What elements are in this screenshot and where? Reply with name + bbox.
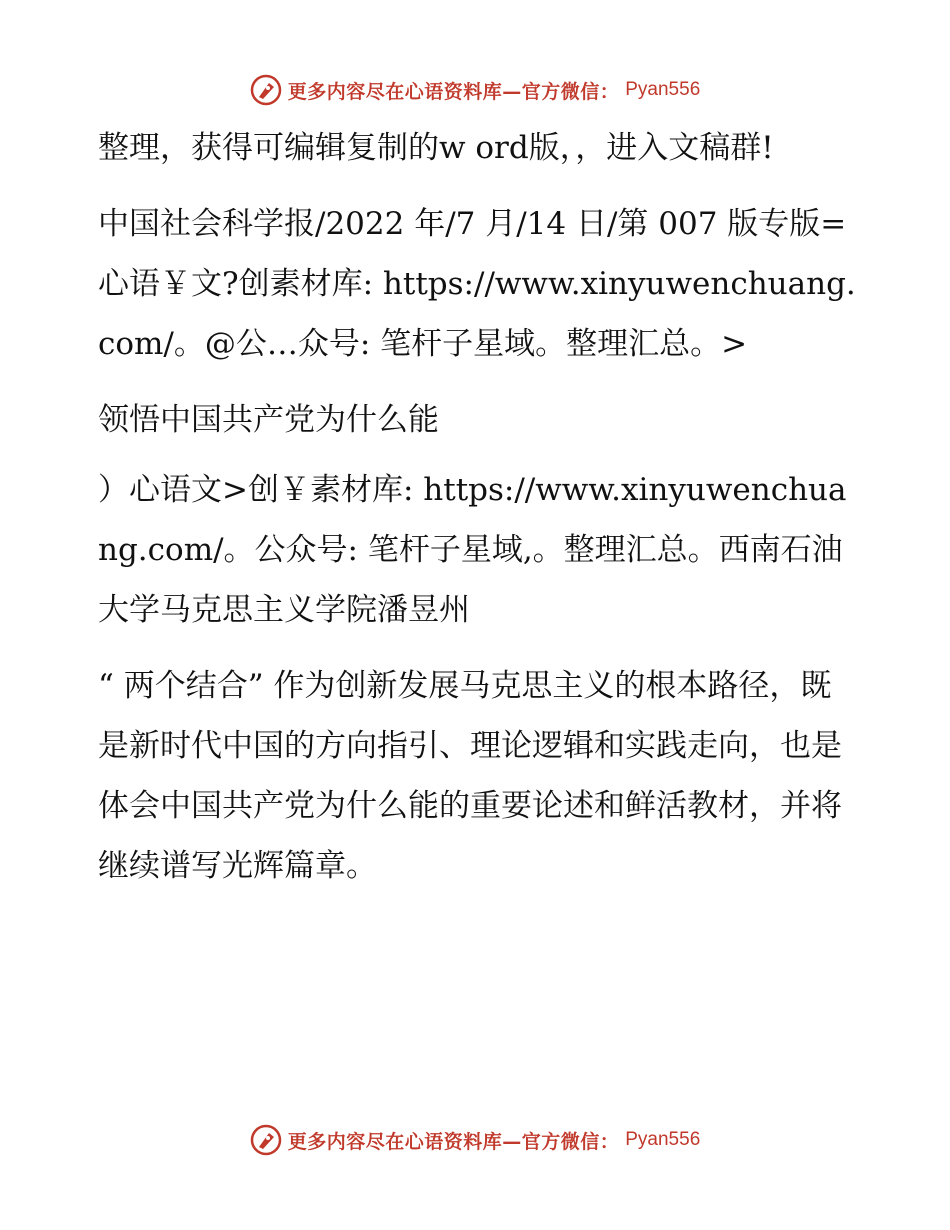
header-wechat-id: Pyan556 bbox=[625, 79, 701, 100]
pen-nib-logo-icon bbox=[250, 74, 282, 106]
footer-wechat-id: Pyan556 bbox=[625, 1129, 701, 1150]
paragraph-title: 领悟中国共产党为什么能 bbox=[98, 402, 439, 438]
paragraph-intro: 整理，获得可编辑复制的w ord版，，进入文稿群! bbox=[98, 130, 774, 166]
footer-banner-text: 更多内容尽在心语资料库—官方微信： bbox=[287, 1130, 620, 1153]
footer-banner bbox=[0, 1120, 950, 1160]
header-banner-text: 更多内容尽在心语资料库—官方微信： bbox=[287, 80, 620, 103]
paragraph-body: “ 两个结合” 作为创新发展马克思主义的根本路径，既是新时代中国的方向指引、理论逻辑和实践走向，也是体会中国共产党为什么能的重要论述和鲜活教材，并将继续谱写光辉篇章。 bbox=[98, 668, 842, 884]
paragraph-source: 中国社会科学报/2022 年/7 月/14 日/第 007 版专版=心语￥文?创素材库: https://www.xinyuwenchuang.com/。@公…众号: 笔杆子星域。整理汇总。> bbox=[98, 206, 856, 362]
pen-nib-logo-icon bbox=[250, 1124, 282, 1156]
document-body bbox=[98, 118, 858, 912]
header-banner bbox=[0, 70, 950, 110]
paragraph-author: ）心语文>创￥素材库: https://www.xinyuwenchuang.com/。公众号: 笔杆子星域,。整理汇总。西南石油大学马克思主义学院潘昱州 bbox=[98, 472, 847, 628]
